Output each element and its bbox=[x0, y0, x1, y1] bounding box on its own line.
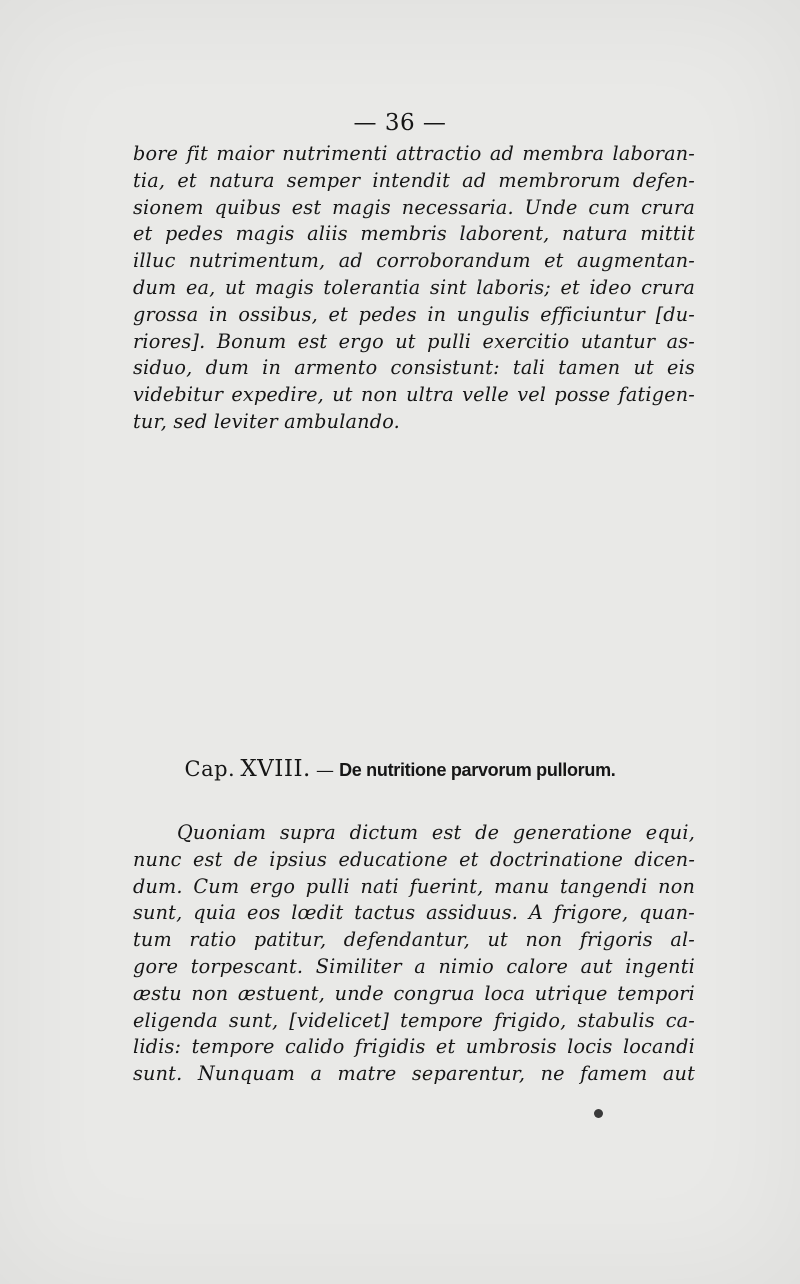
text-line: siduo, dum in armento consistunt: tali tamen ut eis bbox=[133, 356, 695, 380]
text-line: et pedes magis aliis membris laborent, natura mittit bbox=[133, 222, 695, 246]
chapter-label: Cap. bbox=[184, 757, 236, 781]
text-line: nunc est de ipsius educatione et doctrinatione dicen- bbox=[133, 847, 695, 871]
ink-spot bbox=[594, 1109, 603, 1118]
paragraph-2 bbox=[133, 820, 695, 1088]
text-line: dum ea, ut magis tolerantia sint laboris; et ideo crura bbox=[133, 275, 695, 299]
text-line: tum ratio patitur, defendantur, ut non frigoris al- bbox=[133, 928, 695, 952]
text-line: sunt. Nunquam a matre separentur, ne famem aut bbox=[133, 1062, 695, 1086]
text-line: lidis: tempore calido frigidis et umbrosis locis locandi bbox=[133, 1035, 695, 1059]
text-line: bore fit maior nutrimenti attractio ad membra laboran- bbox=[133, 142, 695, 165]
chapter-heading bbox=[0, 754, 800, 786]
paragraph-1 bbox=[133, 141, 695, 436]
text-line: sunt, quia eos lœdit tactus assiduus. A frigore, quan- bbox=[133, 901, 695, 925]
text-line: riores]. Bonum est ergo ut pulli exercitio utantur as- bbox=[133, 329, 695, 353]
text-line: Quoniam supra dictum est de generatione equi, bbox=[177, 821, 695, 844]
text-line: æstu non æstuent, unde congrua loca utrique tempori bbox=[133, 981, 695, 1005]
chapter-numeral: XVIII. bbox=[240, 756, 311, 782]
text-line: illuc nutrimentum, ad corroborandum et augmentan- bbox=[133, 249, 695, 273]
text-line: sionem quibus est magis necessaria. Unde cum crura bbox=[133, 195, 695, 219]
text-line: dum. Cum ergo pulli nati fuerint, manu tangendi non bbox=[133, 874, 695, 898]
page-number: — 36 — bbox=[353, 110, 447, 136]
text-line: videbitur expedire, ut non ultra velle vel posse fatigen- bbox=[133, 383, 695, 407]
text-line: tia, et natura semper intendit ad membrorum defen- bbox=[133, 168, 695, 192]
text-line: gore torpescant. Similiter a nimio calore aut ingenti bbox=[133, 954, 695, 978]
chapter-dash: — bbox=[315, 760, 334, 781]
chapter-title: De nutritione parvorum pullorum. bbox=[339, 760, 616, 780]
text-line: grossa in ossibus, et pedes in ungulis efficiuntur [du- bbox=[133, 302, 695, 326]
text-line: eligenda sunt, [videlicet] tempore frigido, stabulis ca- bbox=[133, 1008, 695, 1032]
text-line: tur, sed leviter ambulando. bbox=[133, 409, 400, 433]
